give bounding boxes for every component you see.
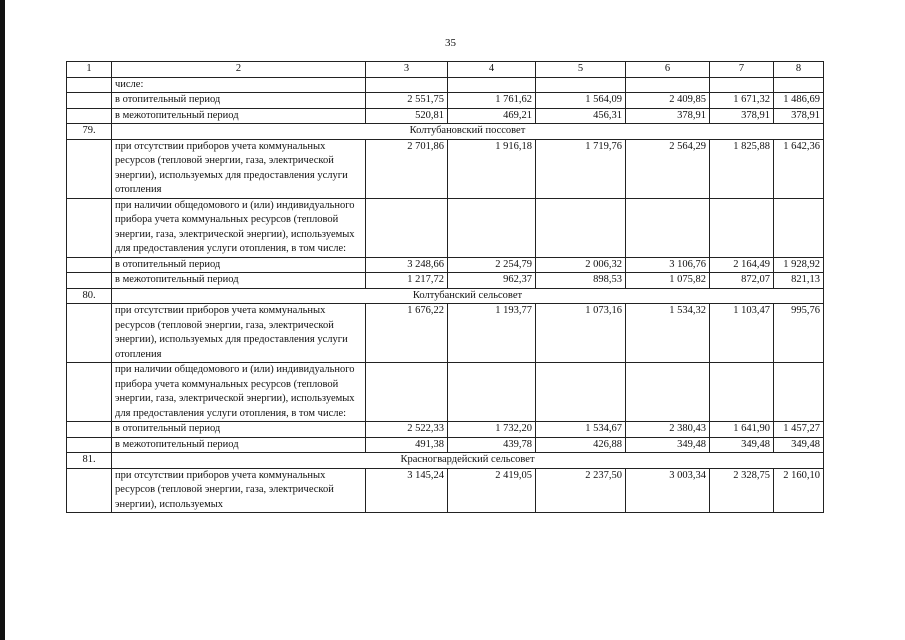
value-cell: 378,91 [626, 108, 710, 124]
description-cell: при отсутствии приборов учета коммунальных ресурсов (тепловой энергии, газа, электрической энергии), используемых [112, 468, 366, 513]
column-header: 3 [366, 62, 448, 78]
row-number-cell [67, 363, 112, 422]
table-row [67, 422, 824, 438]
table-row [67, 77, 824, 93]
description-cell: в отопительный период [112, 257, 366, 273]
value-cell: 1 825,88 [710, 139, 774, 198]
value-cell: 3 248,66 [366, 257, 448, 273]
value-cell: 1 486,69 [774, 93, 824, 109]
value-cell: 3 003,34 [626, 468, 710, 513]
scan-edge-bar [0, 0, 5, 640]
value-cell: 378,91 [774, 108, 824, 124]
value-cell: 1 761,62 [448, 93, 536, 109]
value-cell [774, 198, 824, 257]
value-cell: 1 073,16 [536, 304, 626, 363]
row-number-cell [67, 273, 112, 289]
value-cell [774, 363, 824, 422]
column-number-row [67, 62, 824, 78]
value-cell: 1 217,72 [366, 273, 448, 289]
column-header: 8 [774, 62, 824, 78]
value-cell: 3 106,76 [626, 257, 710, 273]
value-cell: 2 164,49 [710, 257, 774, 273]
value-cell: 1 193,77 [448, 304, 536, 363]
column-header: 5 [536, 62, 626, 78]
value-cell: 439,78 [448, 437, 536, 453]
value-cell [626, 77, 710, 93]
value-cell: 962,37 [448, 273, 536, 289]
value-cell: 1 534,32 [626, 304, 710, 363]
value-cell: 349,48 [774, 437, 824, 453]
row-number-cell [67, 139, 112, 198]
section-row [67, 453, 824, 469]
value-cell [710, 198, 774, 257]
value-cell: 1 534,67 [536, 422, 626, 438]
row-number-cell [67, 93, 112, 109]
value-cell [448, 363, 536, 422]
value-cell: 456,31 [536, 108, 626, 124]
value-cell [626, 198, 710, 257]
value-cell [536, 198, 626, 257]
value-cell: 349,48 [626, 437, 710, 453]
description-cell: в межотопительный период [112, 273, 366, 289]
value-cell [366, 77, 448, 93]
row-number-cell [67, 77, 112, 93]
section-number: 81. [67, 453, 112, 469]
section-number: 80. [67, 288, 112, 304]
value-cell: 1 916,18 [448, 139, 536, 198]
description-cell: при наличии общедомового и (или) индивидуального прибора учета коммунальных ресурсов (тепловой энергии, газа, электрической энергии), используемых для предоставления услуги отопления, в том числе: [112, 198, 366, 257]
value-cell: 1 457,27 [774, 422, 824, 438]
section-row [67, 124, 824, 140]
value-cell: 1 642,36 [774, 139, 824, 198]
value-cell: 3 145,24 [366, 468, 448, 513]
description-cell: в межотопительный период [112, 437, 366, 453]
row-number-cell [67, 198, 112, 257]
value-cell: 2 237,50 [536, 468, 626, 513]
value-cell: 2 551,75 [366, 93, 448, 109]
value-cell: 520,81 [366, 108, 448, 124]
value-cell [366, 198, 448, 257]
row-number-cell [67, 304, 112, 363]
value-cell: 2 254,79 [448, 257, 536, 273]
section-title: Колтубанский сельсовет [112, 288, 824, 304]
value-cell: 2 006,32 [536, 257, 626, 273]
section-title: Колтубановский поссовет [112, 124, 824, 140]
value-cell [536, 77, 626, 93]
value-cell [710, 363, 774, 422]
table-row [67, 257, 824, 273]
table-row [67, 468, 824, 513]
value-cell: 491,38 [366, 437, 448, 453]
value-cell: 2 380,43 [626, 422, 710, 438]
value-cell: 872,07 [710, 273, 774, 289]
column-header: 6 [626, 62, 710, 78]
value-cell: 2 419,05 [448, 468, 536, 513]
tariff-table [66, 61, 824, 513]
value-cell [448, 198, 536, 257]
column-header: 2 [112, 62, 366, 78]
value-cell [448, 77, 536, 93]
value-cell [366, 363, 448, 422]
column-header: 1 [67, 62, 112, 78]
value-cell: 1 928,92 [774, 257, 824, 273]
value-cell: 2 701,86 [366, 139, 448, 198]
description-cell: при отсутствии приборов учета коммунальных ресурсов (тепловой энергии, газа, электрической энергии), используемых для предоставления услуги отопления [112, 139, 366, 198]
table-row [67, 139, 824, 198]
value-cell: 469,21 [448, 108, 536, 124]
description-cell: в отопительный период [112, 93, 366, 109]
section-row [67, 288, 824, 304]
value-cell: 1 676,22 [366, 304, 448, 363]
table-row [67, 273, 824, 289]
section-title: Красногвардейский сельсовет [112, 453, 824, 469]
row-number-cell [67, 437, 112, 453]
row-number-cell [67, 468, 112, 513]
value-cell: 1 732,20 [448, 422, 536, 438]
value-cell: 2 522,33 [366, 422, 448, 438]
table-row [67, 93, 824, 109]
value-cell: 1 075,82 [626, 273, 710, 289]
value-cell: 1 564,09 [536, 93, 626, 109]
value-cell: 2 564,29 [626, 139, 710, 198]
value-cell: 378,91 [710, 108, 774, 124]
section-number: 79. [67, 124, 112, 140]
value-cell: 426,88 [536, 437, 626, 453]
value-cell: 1 103,47 [710, 304, 774, 363]
value-cell [774, 77, 824, 93]
value-cell: 1 641,90 [710, 422, 774, 438]
row-number-cell [67, 257, 112, 273]
description-cell: в отопительный период [112, 422, 366, 438]
value-cell: 2 328,75 [710, 468, 774, 513]
value-cell [626, 363, 710, 422]
table-body [67, 62, 824, 513]
page-number: 35 [445, 37, 456, 49]
column-header: 4 [448, 62, 536, 78]
value-cell: 1 719,76 [536, 139, 626, 198]
value-cell: 1 671,32 [710, 93, 774, 109]
value-cell: 2 409,85 [626, 93, 710, 109]
value-cell: 2 160,10 [774, 468, 824, 513]
row-number-cell [67, 422, 112, 438]
description-cell: в межотопительный период [112, 108, 366, 124]
table-row [67, 437, 824, 453]
description-cell: числе: [112, 77, 366, 93]
value-cell: 898,53 [536, 273, 626, 289]
value-cell [536, 363, 626, 422]
row-number-cell [67, 108, 112, 124]
table-row [67, 108, 824, 124]
value-cell [710, 77, 774, 93]
table-row [67, 363, 824, 422]
description-cell: при отсутствии приборов учета коммунальных ресурсов (тепловой энергии, газа, электрической энергии), используемых для предоставления услуги отопления [112, 304, 366, 363]
table-row [67, 198, 824, 257]
value-cell: 995,76 [774, 304, 824, 363]
column-header: 7 [710, 62, 774, 78]
table-row [67, 304, 824, 363]
value-cell: 349,48 [710, 437, 774, 453]
description-cell: при наличии общедомового и (или) индивидуального прибора учета коммунальных ресурсов (тепловой энергии, газа, электрической энергии), используемых для предоставления услуги отопления, в том числе: [112, 363, 366, 422]
value-cell: 821,13 [774, 273, 824, 289]
